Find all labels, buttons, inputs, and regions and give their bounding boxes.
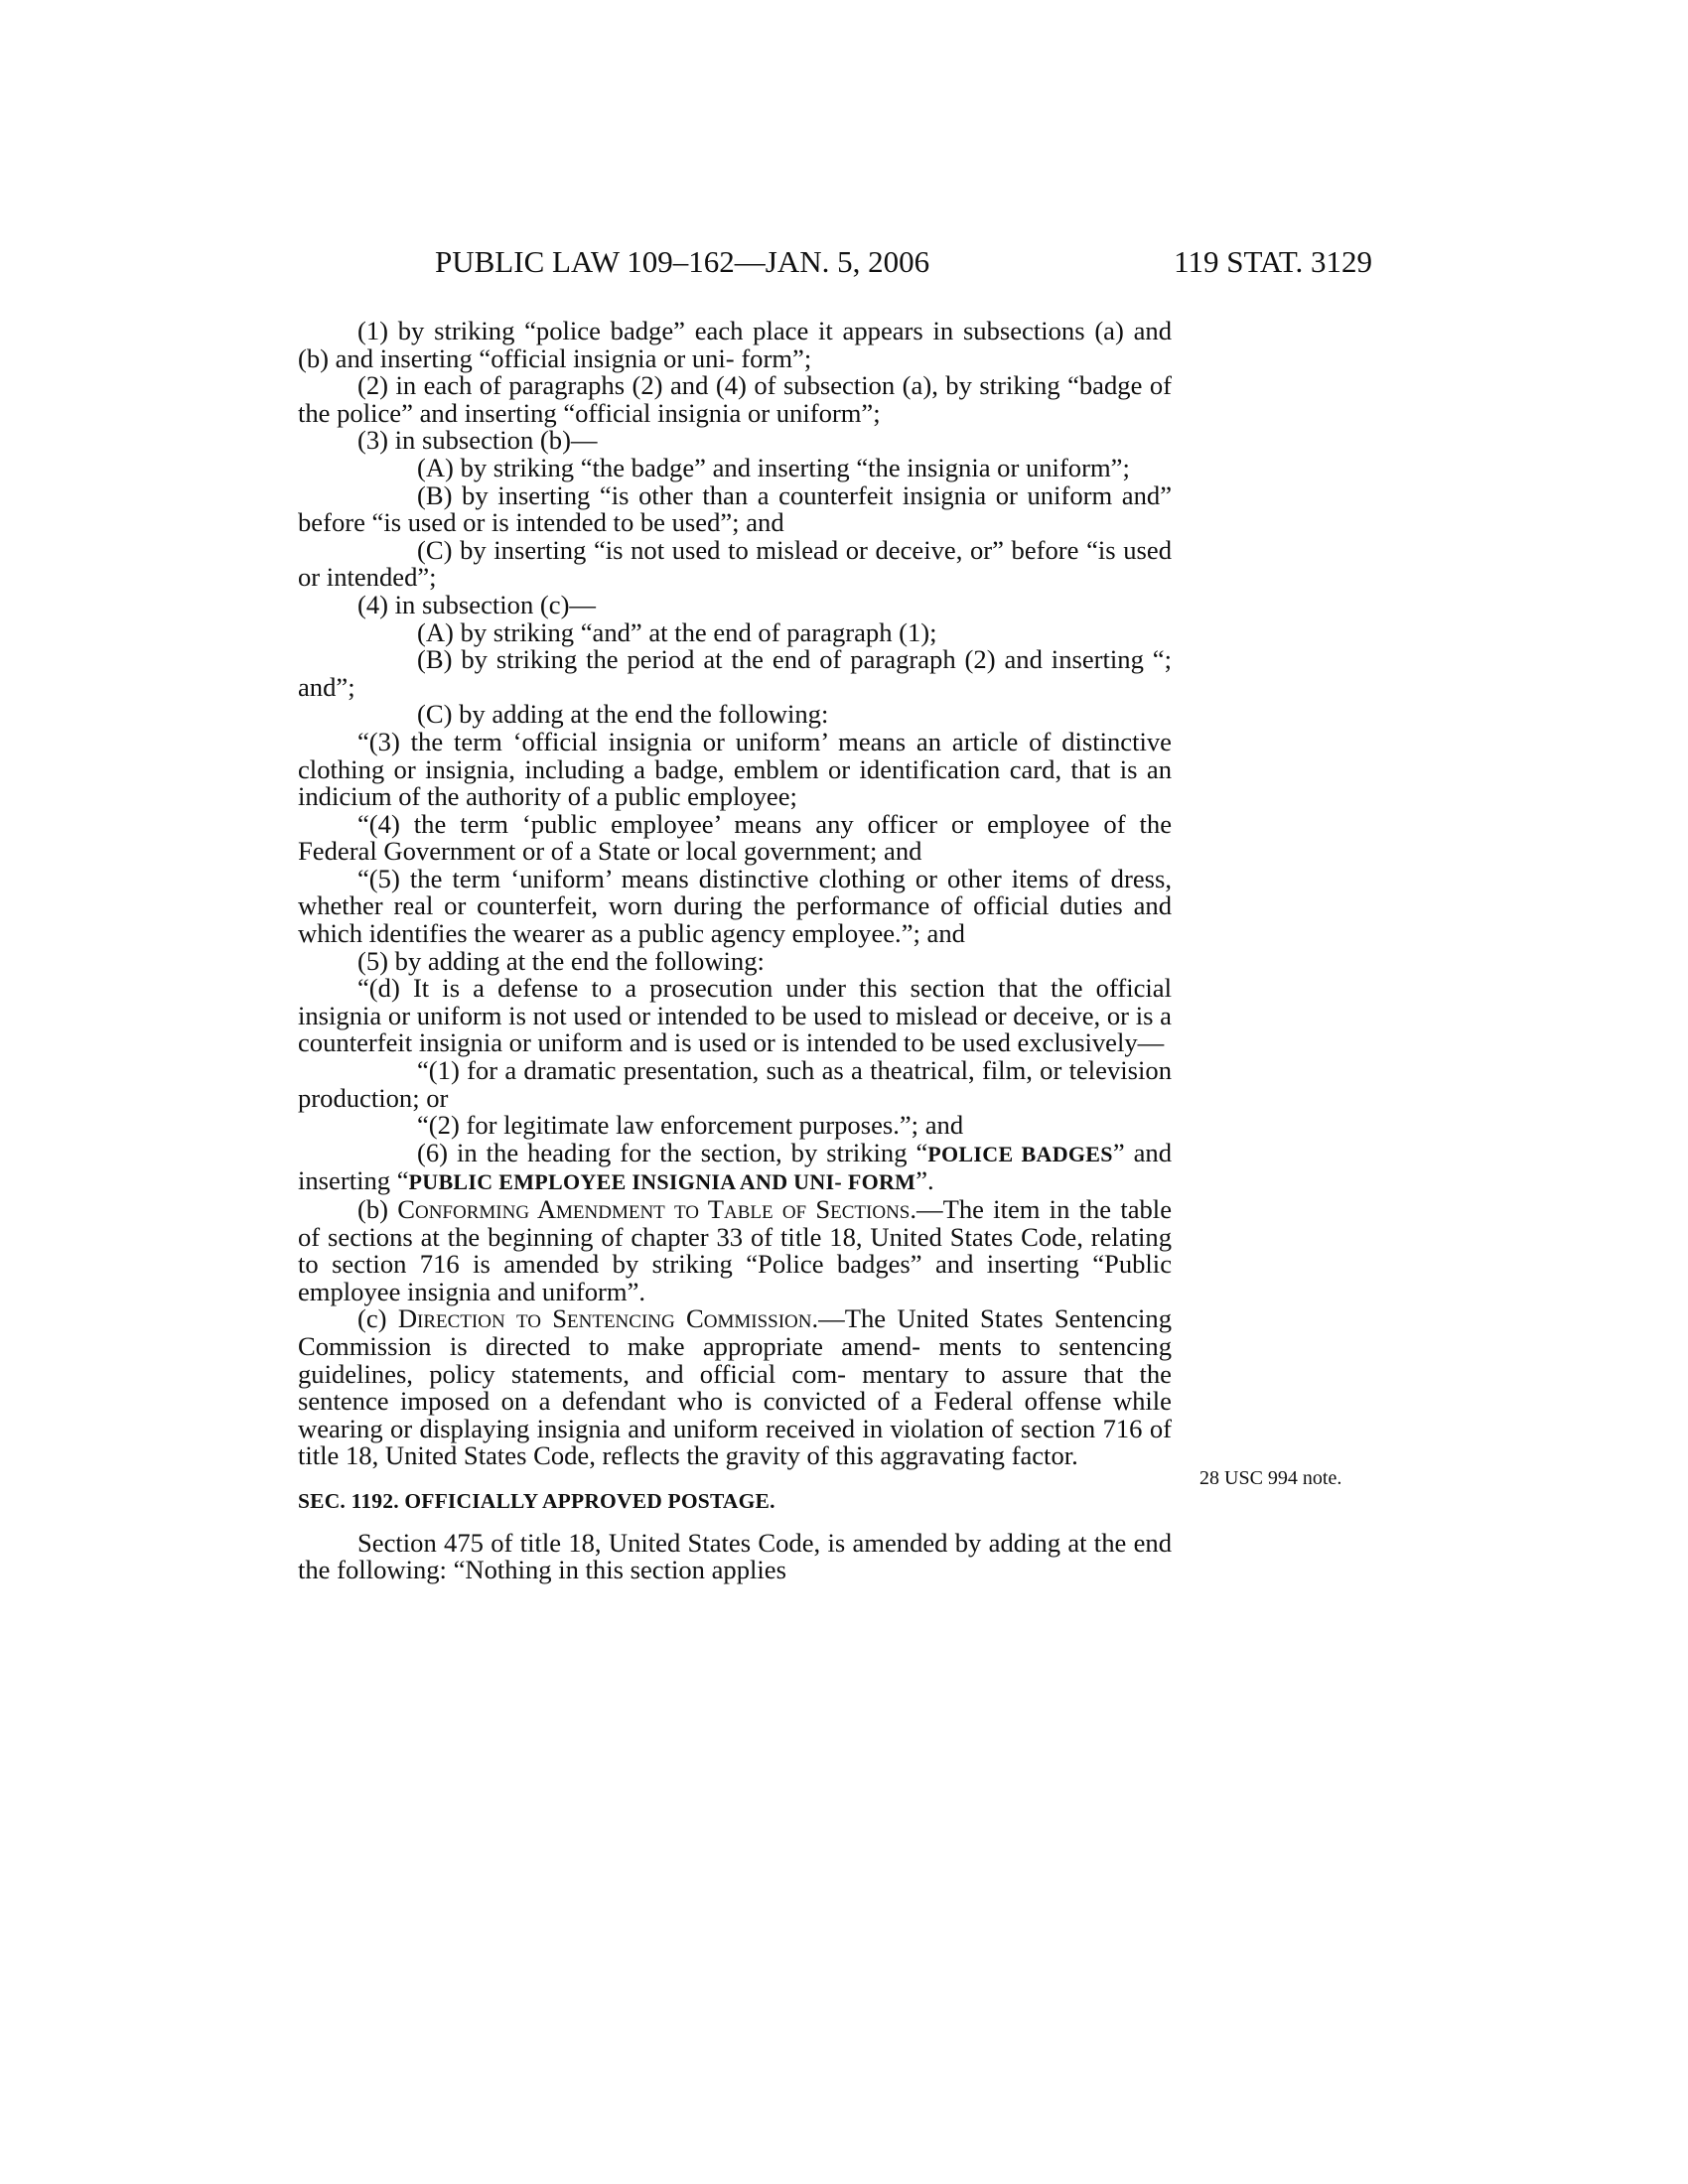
definition-5: “(5) the term ‘uniform’ means distinctive clothing or other items of dress, whether real or counterfeit, worn during the performance of official duties and which identifies the wearer as a public agency employee.”; and <box>298 863 1172 949</box>
paragraph-1: (1) by striking “police badge” each place it appears in subsections (a) and (b) and inserting “official insignia or uni- form”; <box>298 316 1172 373</box>
old-heading: POLICE BADGES <box>927 1141 1113 1166</box>
paragraph-6 <box>298 1137 1172 1196</box>
paragraph-4: (4) in subsection (c)— <box>357 589 597 619</box>
paragraph-3c: (C) by inserting “is not used to mislead or deceive, or” before “is used or intended”; <box>298 534 1172 593</box>
statute-citation: 119 STAT. 3129 <box>1174 244 1372 279</box>
page-header <box>298 244 1372 290</box>
paragraph-2: (2) in each of paragraphs (2) and (4) of subsection (a), by striking “badge of the police” and inserting “official insignia or uniform”; <box>298 370 1172 428</box>
paragraph-3a: (A) by striking “the badge” and inserting “the insignia or uniform”; <box>417 452 1130 482</box>
margin-note: 28 USC 994 note. <box>1199 1467 1342 1489</box>
section-heading: SEC. 1192. OFFICIALLY APPROVED POSTAGE. <box>298 1488 775 1513</box>
paragraph-4a: (A) by striking “and” at the end of paragraph (1); <box>417 616 937 647</box>
paragraph-5: (5) by adding at the end the following: <box>357 945 765 976</box>
subsection-b-heading: Conforming Amendment to Table of Sections. <box>397 1194 917 1224</box>
subsection-d-2: “(2) for legitimate law enforcement purposes.”; and <box>417 1110 964 1141</box>
subsection-b-text: —The item in the table of sections at the beginning of chapter 33 of title 18, United States Code, relating to section 716 is amended by striking “Police badges” and inserting “Public employee insignia and uniform”. <box>298 1194 1172 1306</box>
definition-4: “(4) the term ‘public employee’ means any officer or employee of the Federal Government or of a State or local government; and <box>298 808 1172 867</box>
paragraph-6-text-d: ”. <box>915 1165 934 1196</box>
subsection-b <box>298 1196 1172 1305</box>
subsection-d-1: “(1) for a dramatic presentation, such as a theatrical, film, or television production; or <box>298 1055 1172 1113</box>
new-heading: PUBLIC EMPLOYEE INSIGNIA AND UNI- FORM <box>408 1169 916 1195</box>
paragraph-4c: (C) by adding at the end the following: <box>417 699 829 730</box>
paragraph-6-text-c: ” and inserting “ <box>298 1137 1172 1196</box>
subsection-c-label: (c) <box>357 1303 398 1334</box>
paragraph-6-text-a: (6) in the heading for the section, by striking “ <box>417 1137 928 1167</box>
subsection-c-heading: Direction to Sentencing Commission. <box>397 1303 819 1334</box>
definition-3: “(3) the term ‘official insignia or uniform’ means an article of distinctive clothing or insignia, including a badge, emblem or identification card, that is an indicium of the authority of a public employee; <box>298 726 1172 812</box>
subsection-c <box>298 1305 1172 1470</box>
paragraph-3: (3) in subsection (b)— <box>357 425 598 456</box>
subsection-d: “(d) It is a defense to a prosecution under this section that the official insignia or uniform is not used or intended to be used to mislead or deceive, or is a counterfeit insignia or uniform and is used or is intended to be used exclusively— <box>298 973 1172 1058</box>
law-title: PUBLIC LAW 109–162—JAN. 5, 2006 <box>435 244 930 279</box>
final-paragraph: Section 475 of title 18, United States Code, is amended by adding at the end the following: “Nothing in this section applies <box>298 1527 1172 1585</box>
subsection-b-label: (b) <box>357 1194 398 1224</box>
subsection-c-text: —The United States Sentencing Commission is directed to make appropriate amend- ments to sentencing guidelines, policy statements, and official com- mentary to assure that the sentence imposed on a defendant who is convicted of a Federal offense while wearing or displaying insignia and uniform received in violation of section 716 of title 18, United States Code, reflects the gravity of this aggravating factor. <box>298 1303 1173 1471</box>
paragraph-4b: (B) by striking the period at the end of paragraph (2) and inserting “; and”; <box>298 644 1172 702</box>
paragraph-3b: (B) by inserting “is other than a counterfeit insignia or uniform and” before “is used or is intended to be used”; and <box>298 479 1172 538</box>
document-body <box>298 318 1172 1584</box>
